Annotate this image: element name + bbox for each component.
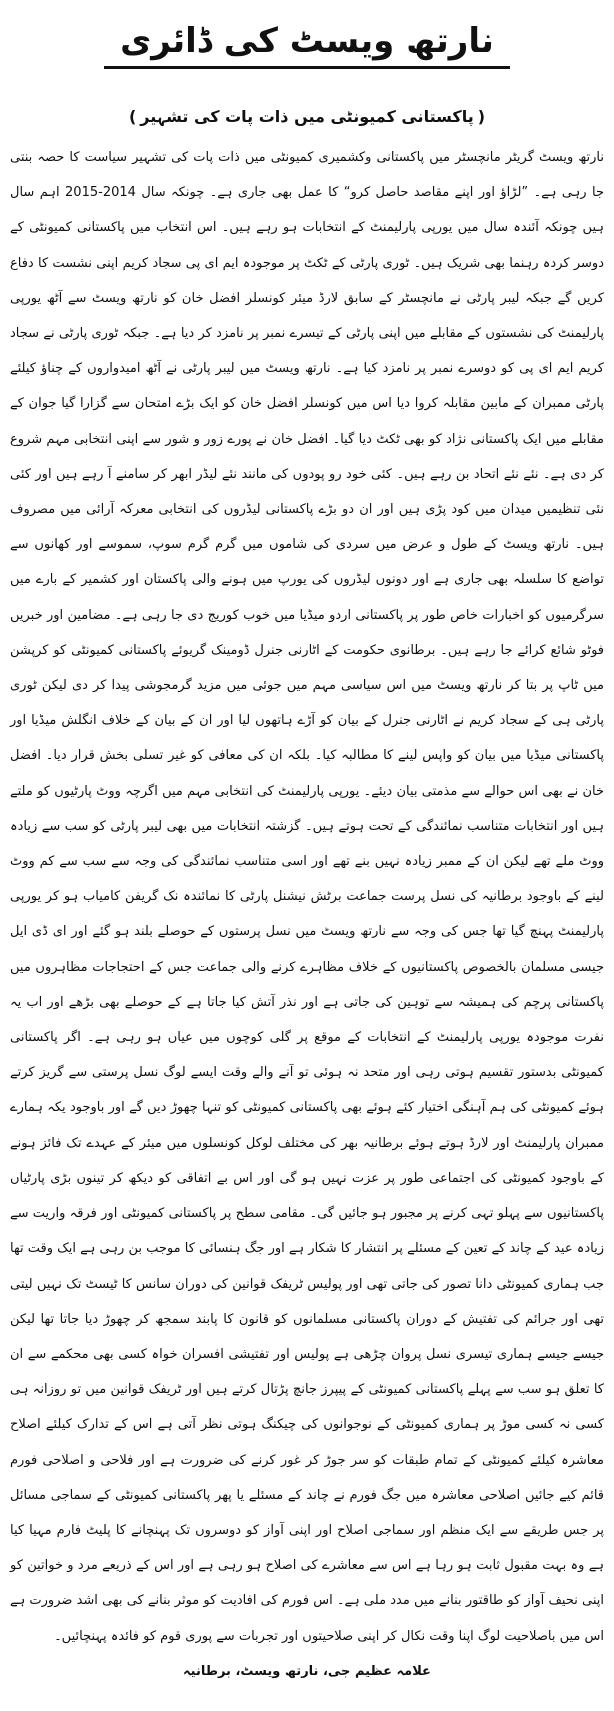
column-subtitle: پاکستانی کمیونٹی میں ذات پات کی تشہیر xyxy=(140,107,474,126)
subtitle-open-paren: ( xyxy=(477,107,486,126)
column-title: نارتھ ویسٹ کی ڈائری xyxy=(104,16,510,69)
column-body xyxy=(10,140,604,1654)
column-masthead xyxy=(10,16,604,76)
column-body-paragraph: نارتھ ویسٹ گریٹر مانچسٹر میں پاکستانی وکشمیری کمیونٹی میں ذات پات کی تشہیر سیاست کا حصہ بنتی جا رہی ہے۔ ”لڑاؤ اور اپنے مقاصد حاصل کرو“ کا عمل بھی جاری ہے۔ چونکہ سال 2014-2015 اہم سال ہیں چونکہ آئندہ سال میں یورپی پارلیمنٹ کے انتخابات ہو رہے ہیں۔ اس انتخاب میں پاکستانی کمیونٹی کے دوسر کردہ رہنما بھی شریک ہیں۔ ٹوری پارٹی کے ٹکٹ پر موجودہ ایم ای پی سجاد کریم اپنی نشست کا دفاع کریں گے جبکہ لیبر پارٹی نے مانچسٹر کے سابق لارڈ میئر کونسلر افضل خان کو نارتھ ویسٹ سے آٹھ یورپی پارلیمنٹ کی نشستوں کے مقابلے میں اپنی پارٹی کے تیسرے نمبر پر نامزد کر دیا ہے۔ جبکہ ٹوری پارٹی نے سجاد کریم ایم ای پی کو دوسرے نمبر پر نامزد کیا ہے۔ نارتھ ویسٹ میں لیبر پارٹی نے آٹھ امیدواروں کے چناؤ کیلئے پارٹی ممبران کے مابین مقابلہ کروا دیا اس میں کونسلر افضل خان کو ایک بڑے امتحان سے گزارا گیا جوان کے مقابلے میں ایک پاکستانی نژاد کو بھی ٹکٹ دیا گیا۔ افضل خان نے پورے زور و شور سے اپنی انتخابی مہم شروع کر دی ہے۔ نئے نئے اتحاد بن رہے ہیں۔ کئی خود رو پودوں کی مانند نئے لیڈر ابھر کر سامنے آ رہے ہیں اور کئی نئی تنظیمیں میدان میں کود پڑی ہیں اور ان دو بڑے پاکستانی لیڈروں کی انتخابی معرکہ آرائی میں مصروف ہیں۔ نارتھ ویسٹ کے طول و عرض میں سردی کی شاموں میں گرم گرم سوپ، سموسے اور کھانوں سے تواضع کا سلسلہ بھی جاری ہے اور دونوں لیڈروں کی یورپ میں ہونے والی پاکستان اور کشمیر کے بارے میں سرگرمیوں کو اخبارات خاص طور پر پاکستانی اردو میڈیا میں خوب کوریج دی جا رہی ہے۔ مضامین اور خبریں فوٹو شائع کرائے جا رہے ہیں۔ برطانوی حکومت کے اٹارنی جنرل ڈومینک گریوئے پاکستانی کمیونٹی کو کرپشن میں ٹاپ پر بتا کر نارتھ ویسٹ میں اس سیاسی مہم میں جوئی میں مزید گرمجوشی پیدا کر دی لیکن ٹوری پارٹی ہی کے سجاد کریم نے اٹارنی جنرل کے بیان کو آڑے ہاتھوں لیا اور ان کے بیان کے خلاف انگلش میڈیا اور پاکستانی میڈیا میں بیان کو واپس لینے کا مطالبہ کیا۔ بلکہ ان کی معافی کو غیر تسلی بخش قرار دیا۔ افضل خان نے بھی اس حوالے سے مذمتی بیان دیئے۔ یورپی پارلیمنٹ کی انتخابی مہم میں اگرچہ ووٹ پارٹیوں کو ملتے ہیں اور انتخابات متناسب نمائندگی کے تحت ہوتے ہیں۔ گزشتہ انتخابات میں بھی لیبر پارٹی کو سب سے زیادہ ووٹ ملے تھے لیکن ان کے ممبر زیادہ نہیں بنے تھے اور اسی متناسب نمائندگی کی وجہ سے سب سے کم ووٹ لینے کے باوجود برطانیہ کی نسل پرست جماعت برٹش نیشنل پارٹی کا نمائندہ نک گریفن کامیاب ہو کر یورپی پارلیمنٹ پہنچ گیا تھا جس کی وجہ سے نارتھ ویسٹ میں نسل پرستوں کے حوصلے بلند ہو گئے اور ای ڈی ایل جیسی مسلمان بالخصوص پاکستانیوں کے خلاف مظاہرے کرنے والی جماعت جس کے احتجاجات مظاہروں میں پاکستانی پرچم کی ہمیشہ سے توہین کی جاتی ہے اور نذر آتش کیا جاتا ہے کے حوصلے بھی بڑھے اور اب یہ نفرت موجودہ یورپی پارلیمنٹ کے انتخابات کے موقع پر گلی کوچوں میں عیاں ہو رہی ہے۔ اگر پاکستانی کمیونٹی بدستور تقسیم ہوتی رہی اور متحد نہ ہوئی تو آنے والے وقت ایسے لوگ نسل پرستی سے گریز کرتے ہوئے کمیونٹی کی ہم آہنگی اختیار کئے ہوئے بھی پاکستانی کمیونٹی کو تنہا چھوڑ دیں گے اور باوجود یکہ ہمارے ممبران پارلیمنٹ اور لارڈ ہوتے ہوئے برطانیہ بھر کی مختلف لوکل کونسلوں میں میئر کے عہدے تک فائز ہونے کے باوجود کمیونٹی کی اجتماعی طور پر عزت نہیں ہو گی اور اس بے اتفاقی کو دیکھ کر تینوں بڑی پارٹیاں پاکستانیوں سے پہلو تہی کرنے پر مجبور ہو جائیں گی۔ مقامی سطح پر پاکستانی کمیونٹی اور فرقہ واریت سے زیادہ عید کے چاند کے تعین کے مسئلے پر انتشار کا شکار ہے اور جگ ہنسائی کا موجب بن رہی ہے ایک وقت تھا جب ہماری کمیونٹی دانا تصور کی جاتی تھی اور پولیس ٹریفک قوانین کی دوران سانس کا ٹیسٹ تک نہیں لیتی تھی اور جرائم کی تفتیش کے دوران پاکستانی مسلمانوں کو قانون کا پابند سمجھ کر چھوڑ دیا جاتا تھا لیکن جیسے جیسے ہماری تیسری نسل پروان چڑھی ہے پولیس اور تفتیشی افسران خواہ کسی بھی محکمے سے ان کا تعلق ہو سب سے پہلے پاکستانی کمیونٹی کے پیپرز جانچ پڑتال کرتے ہیں اور ٹریفک قوانین میں تو روزانہ ہی کسی نہ کسی موڑ پر ہماری کمیونٹی کے نوجوانوں کی چیکنگ ہوتی نظر آتی ہے اس کے تدارک کیلئے اصلاح معاشرہ کیلئے کمیونٹی کے تمام طبقات کو سر جوڑ کر غور کرنے کی ضرورت ہے اور فلاحی و اصلاحی فورم قائم کیے جائیں اصلاحی معاشرہ میں جگ فورم نے چاند کے مسئلے یا پھر پاکستانی کمیونٹی کے سماجی مسائل پر جس طریقے سے ایک منظم اور سماجی اصلاح اور اپنی آواز کو دوسروں تک پہنچانے کا پلیٹ فارم مہیا کیا ہے وہ بہت مقبول ثابت ہو رہا ہے اس سے معاشرے کی اصلاح ہو رہی ہے اور اس کے ذریعے مرد و خواتین کو اپنی نحیف آواز کو طاقتور بنانے میں مدد ملی ہے۔ اس فورم کی افادیت کو موثر بنانے کی بھی اشد ضرورت ہے اس میں باصلاحیت لوگ اپنا وقت نکال کر اپنی صلاحیتوں اور تجربات سے پوری قوم کو فائدہ پہنچائیں۔ xyxy=(10,150,604,1644)
subtitle-close-paren: ) xyxy=(128,107,137,126)
column-byline: علامہ عظیم جی، نارتھ ویسٹ، برطانیہ xyxy=(183,1663,431,1679)
column-subtitle-wrapper xyxy=(10,104,604,130)
